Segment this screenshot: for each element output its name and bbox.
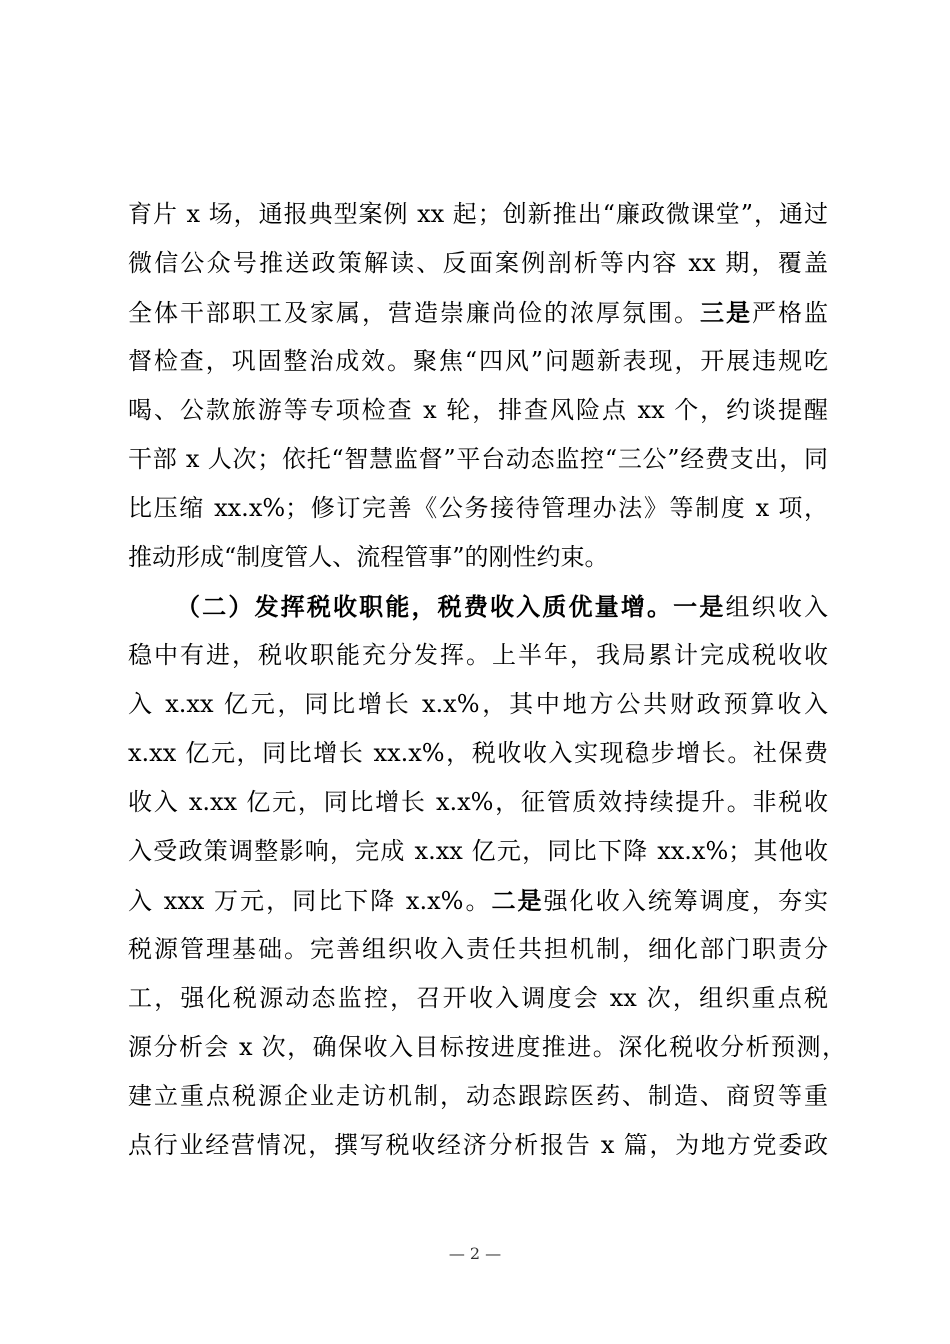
text-line: 比压缩 xx.x%；修订完善《公务接待管理办法》等制度 x 项， [128,494,828,522]
text-span: 入 xxx 万元，同比下降 x.x%。 [128,887,492,915]
section-heading-line [128,582,828,631]
text-span: 组织收入 [725,593,828,621]
page-number: — 2 — [448,1244,502,1263]
text-line: 喝、公款旅游等专项检查 x 轮，排查风险点 xx 个，约谈提醒 [128,396,828,424]
paragraph-2 [128,582,846,1170]
text-line: 督检查，巩固整治成效。聚焦“四风”问题新表现，开展违规吃 [128,347,828,375]
document-body [128,190,846,1170]
text-line: 育片 x 场，通报典型案例 xx 起；创新推出“廉政微课堂”，通过 [128,200,828,228]
text-line: 稳中有进，税收职能充分发挥。上半年，我局累计完成税收收 [128,641,828,669]
text-line [128,288,828,337]
bold-lead-in: 二是 [491,886,544,915]
text-line: 点行业经营情况，撰写税收经济分析报告 x 篇，为地方党委政 [128,1131,828,1159]
text-line: x.xx 亿元，同比增长 xx.x%，税收收入实现稳步增长。社保费 [128,739,828,767]
text-span: 强化收入统筹调度，夯实 [543,887,829,915]
text-line: 入受政策调整影响，完成 x.xx 亿元，同比下降 xx.x%；其他收 [128,837,828,865]
text-line: 推动形成“制度管人、流程管事”的刚性约束。 [128,543,609,571]
text-line: 收入 x.xx 亿元，同比增长 x.x%，征管质效持续提升。非税收 [128,788,828,816]
text-line: 微信公众号推送政策解读、反面案例剖析等内容 xx 期，覆盖 [128,249,828,277]
bold-lead-in: 三是 [700,298,752,327]
text-span: 全体干部职工及家属，营造崇廉尚俭的浓厚氛围。 [128,299,700,327]
text-line: 工，强化税源动态监控，召开收入调度会 xx 次，组织重点税 [128,984,828,1012]
text-line [128,876,828,925]
text-span: 严格监 [752,299,828,327]
text-line: 干部 x 人次；依托“智慧监督”平台动态监控“三公”经费支出，同 [128,445,828,473]
text-line: 税源管理基础。完善组织收入责任共担机制，细化部门职责分 [128,935,828,963]
text-line: 建立重点税源企业走访机制，动态跟踪医药、制造、商贸等重 [128,1082,828,1110]
text-line: 源分析会 x 次，确保收入目标按进度推进。深化税收分析预测， [128,1033,846,1061]
text-line: 入 x.xx 亿元，同比增长 x.x%，其中地方公共财政预算收入 [128,690,828,718]
paragraph-1 [128,190,828,582]
section-heading: （二）发挥税收职能，税费收入质优量增。一是 [176,592,726,621]
